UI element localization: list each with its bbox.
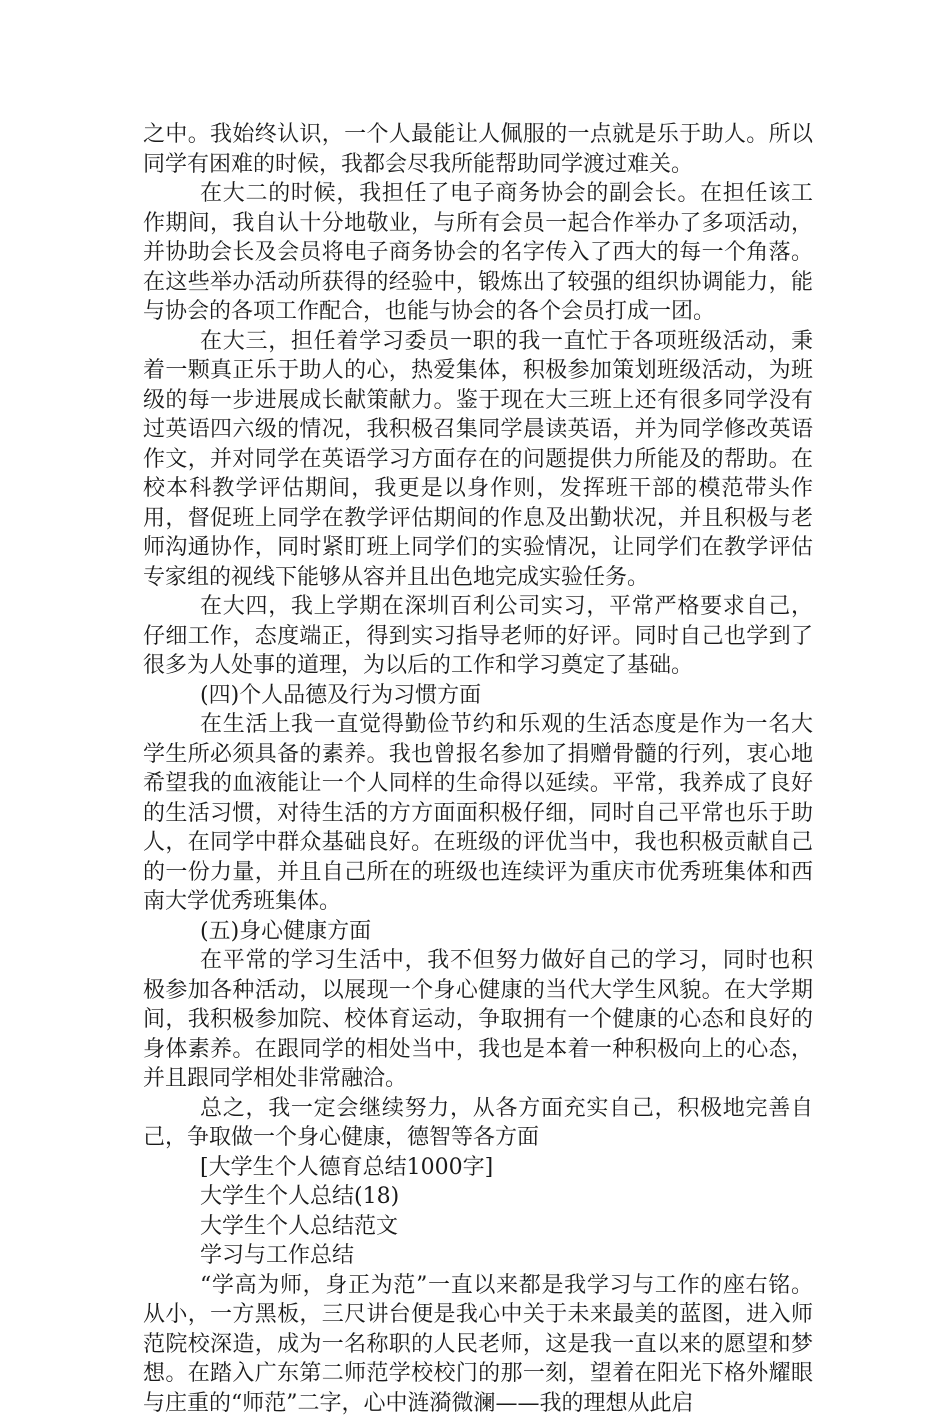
- heading-study-work: 学习与工作总结: [143, 1241, 813, 1271]
- paragraph-sophomore: 在大二的时候，我担任了电子商务协会的副会长。在担任该工作期间，我自认十分地敬业，与所有会员一起合作举办了多项活动，并协助会长及会员将电子商务协会的名字传入了西大的每一个角落。在这些举办活动所获得的经验中，锻炼出了较强的组织协调能力，能与协会的各项工作配合，也能与协会的各个会员打成一团。: [143, 179, 813, 327]
- paragraph-continuation: 之中。我始终认识，一个人最能让人佩服的一点就是乐于助人。所以同学有困难的时候，我都会尽我所能帮助同学渡过难关。: [143, 120, 813, 179]
- paragraph-conclusion: 总之，我一定会继续努力，从各方面充实自己，积极地完善自己，争取做一个身心健康，德智等各方面: [143, 1094, 813, 1153]
- paragraph-health: 在平常的学习生活中，我不但努力做好自己的学习，同时也积极参加各种活动，以展现一个身心健康的当代大学生风貌。在大学期间，我积极参加院、校体育运动，争取拥有一个健康的心态和良好的身体素养。在跟同学的相处当中，我也是本着一种积极向上的心态，并且跟同学相处非常融洽。: [143, 946, 813, 1094]
- paragraph-motto: “学高为师，身正为范”一直以来都是我学习与工作的座右铭。从小，一方黑板，三尺讲台便是我心中关于未来最美的蓝图，进入师范院校深造，成为一名称职的人民老师，这是我一直以来的愿望和梦想。在踏入广东第二师范学校校门的那一刻，望着在阳光下格外耀眼与庄重的“师范”二字，心中涟漪微澜——我的理想从此启: [143, 1271, 813, 1418]
- heading-summary-18: 大学生个人总结(18): [143, 1182, 813, 1212]
- document-body: [143, 120, 813, 1418]
- section-heading-character: (四)个人品德及行为习惯方面: [143, 681, 813, 711]
- paragraph-junior: 在大三，担任着学习委员一职的我一直忙于各项班级活动，秉着一颗真正乐于助人的心，热爱集体，积极参加策划班级活动，为班级的每一步进展成长献策献力。鉴于现在大三班上还有很多同学没有过英语四六级的情况，我积极召集同学晨读英语，并为同学修改英语作文，并对同学在英语学习方面存在的问题提供力所能及的帮助。在校本科教学评估期间，我更是以身作则，发挥班干部的模范带头作用，督促班上同学在教学评估期间的作息及出勤状况，并且积极与老师沟通协作，同时紧盯班上同学们的实验情况，让同学们在教学评估专家组的视线下能够从容并且出色地完成实验任务。: [143, 327, 813, 593]
- document-title-tag: [大学生个人德育总结1000字]: [143, 1153, 813, 1183]
- heading-summary-sample: 大学生个人总结范文: [143, 1212, 813, 1242]
- section-heading-health: (五)身心健康方面: [143, 917, 813, 947]
- paragraph-senior: 在大四，我上学期在深圳百利公司实习，平常严格要求自己，仔细工作，态度端正，得到实习指导老师的好评。同时自己也学到了很多为人处事的道理，为以后的工作和学习奠定了基础。: [143, 592, 813, 681]
- paragraph-character: 在生活上我一直觉得勤俭节约和乐观的生活态度是作为一名大学生所必须具备的素养。我也曾报名参加了捐赠骨髓的行列，衷心地希望我的血液能让一个人同样的生命得以延续。平常，我养成了良好的生活习惯，对待生活的方方面面积极仔细，同时自己平常也乐于助人，在同学中群众基础良好。在班级的评优当中，我也积极贡献自己的一份力量，并且自己所在的班级也连续评为重庆市优秀班集体和西南大学优秀班集体。: [143, 710, 813, 917]
